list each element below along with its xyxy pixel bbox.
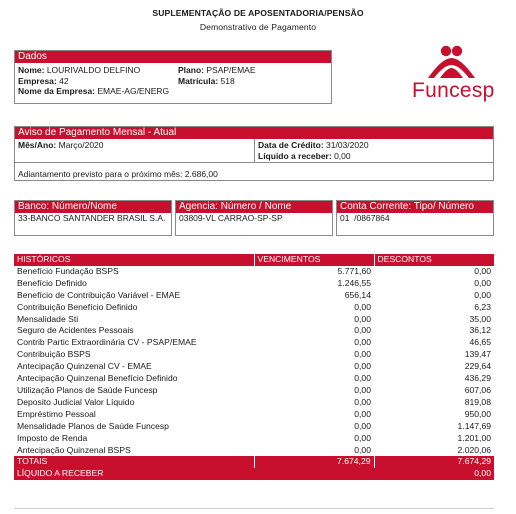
table-row: [14, 337, 494, 349]
funcesp-emblem-icon: [406, 44, 496, 82]
vencimento-cell: 0,00: [354, 408, 371, 419]
agencia-box: [175, 200, 333, 236]
data-credito-label: Data de Crédito:: [258, 140, 324, 150]
desconto-cell: 436,29: [464, 373, 491, 384]
conta-header: Conta Corrente: Tipo/ Número: [337, 201, 493, 213]
table-row: [14, 278, 494, 290]
historico-cell: Contrib Partic Extraordinária CV - PSAP/EMAE: [17, 337, 197, 348]
liquido-value: 0,00: [374, 468, 494, 480]
table-row: [14, 373, 494, 385]
historico-cell: Deposito Judicial Valor Líquido: [17, 396, 135, 407]
mes-ano-label: Mês/Ano:: [18, 140, 57, 150]
historicos-header-row: [14, 254, 494, 266]
nome-empresa-value: EMAE-AG/ENERG: [97, 86, 170, 96]
aviso-section: [14, 126, 494, 181]
bottom-divider: [14, 508, 494, 509]
vencimento-cell: 5.771,60: [337, 265, 371, 276]
liquido-row: [14, 468, 494, 480]
empresa-value: 42: [59, 75, 69, 86]
vencimento-cell: 0,00: [354, 313, 371, 324]
liquido-receber-label: Líquido a receber:: [258, 150, 332, 161]
table-row: [14, 325, 494, 337]
vencimento-cell: 1.246,55: [337, 277, 371, 288]
adiantamento-text: Adiantamento previsto para o próximo mês: 2.686,00: [18, 169, 218, 179]
desconto-cell: 1.201,00: [457, 432, 491, 443]
mes-ano-value: Março/2020: [58, 140, 104, 150]
aviso-section-title: Aviso de Pagamento Mensal - Atual: [15, 127, 493, 139]
historico-cell: Antecipação Quinzenal CV - EMAE: [17, 361, 152, 372]
desconto-cell: 0,00: [474, 265, 491, 276]
desconto-cell: 35,00: [469, 313, 491, 324]
totais-descontos: 7.674,29: [374, 456, 494, 468]
vencimento-cell: 0,00: [354, 373, 371, 384]
historico-cell: Seguro de Acidentes Pessoais: [17, 325, 134, 336]
document-subtitle: Demonstrativo de Pagamento: [199, 22, 317, 32]
totais-row: [14, 456, 494, 468]
liquido-label: LÍQUIDO A RECEBER: [14, 468, 374, 480]
historico-cell: Benefício de Contribuição Variável - EMAE: [17, 289, 181, 300]
data-credito-value: 31/03/2020: [326, 140, 369, 150]
historico-cell: Contribuição BSPS: [17, 349, 91, 360]
vencimento-cell: 0,00: [354, 325, 371, 336]
totais-label: TOTAIS: [14, 456, 254, 468]
conta-value: 01 /0867864: [340, 213, 390, 223]
historico-cell: Mensalidade Planos de Saúde Funcesp: [17, 420, 169, 431]
vencimentos-header: VENCIMENTOS: [254, 254, 374, 266]
descontos-header: DESCONTOS: [374, 254, 494, 266]
historicos-header: HISTÓRICOS: [14, 254, 254, 266]
table-row: [14, 290, 494, 302]
totais-vencimentos: 7.674,29: [254, 456, 374, 468]
table-row: [14, 385, 494, 397]
desconto-cell: 229,64: [464, 361, 491, 372]
vencimento-cell: 0,00: [354, 384, 371, 395]
desconto-cell: 6,23: [474, 301, 491, 312]
vencimento-cell: 0,00: [354, 432, 371, 443]
historico-cell: Utilização Planos de Saúde Funcesp: [17, 384, 158, 395]
desconto-cell: 1.147,69: [457, 420, 491, 431]
vencimento-cell: 0,00: [354, 444, 371, 455]
desconto-cell: 36,12: [469, 325, 491, 336]
dados-section: [14, 50, 332, 104]
matricula-value: 518: [220, 75, 235, 86]
banco-header: Banco: Número/Nome: [15, 201, 171, 213]
desconto-cell: 0,00: [474, 277, 491, 288]
historico-cell: Mensalidade Sti: [17, 313, 79, 324]
historicos-body: [14, 266, 494, 457]
table-row: [14, 361, 494, 373]
historico-cell: Contribuição Benefício Definido: [17, 301, 138, 312]
table-row: [14, 445, 494, 457]
table-row: [14, 314, 494, 326]
desconto-cell: 0,00: [474, 289, 491, 300]
desconto-cell: 819,08: [464, 396, 491, 407]
nome-empresa-label: Nome da Empresa:: [18, 86, 95, 96]
empresa-label: Empresa:: [18, 75, 57, 86]
vencimento-cell: 0,00: [354, 349, 371, 360]
table-row: [14, 397, 494, 409]
dados-section-title: Dados: [15, 51, 331, 63]
agencia-value: 03809-VL CARRAO-SP-SP: [179, 213, 283, 223]
matricula-label: Matrícula:: [178, 75, 219, 86]
agencia-header: Agencia: Número / Nome: [176, 201, 332, 213]
liquido-receber-value: 0,00: [334, 150, 351, 161]
table-row: [14, 302, 494, 314]
desconto-cell: 607,06: [464, 384, 491, 395]
table-row: [14, 349, 494, 361]
banco-box: [14, 200, 172, 236]
funcesp-logo: [406, 44, 496, 104]
desconto-cell: 2.020,06: [457, 444, 491, 455]
plano-value: PSAP/EMAE: [206, 65, 256, 75]
banco-value: 33-BANCO SANTANDER BRASIL S.A.: [18, 213, 166, 223]
funcesp-logo-text: Funcesp: [412, 79, 495, 102]
historico-cell: Antecipação Quinzenal Benefício Definido: [17, 373, 178, 384]
vencimento-cell: 0,00: [354, 301, 371, 312]
vencimento-cell: 0,00: [354, 361, 371, 372]
historicos-table: [14, 254, 494, 480]
historico-cell: Benefício Definido: [17, 277, 87, 288]
plano-label: Plano:: [178, 65, 204, 75]
table-row: [14, 409, 494, 421]
conta-box: [336, 200, 494, 236]
desconto-cell: 139,47: [464, 349, 491, 360]
historico-cell: Empréstimo Pessoal: [17, 408, 96, 419]
vencimento-cell: 0,00: [354, 337, 371, 348]
table-row: [14, 433, 494, 445]
historico-cell: Benefício Fundação BSPS: [17, 265, 119, 276]
table-row: [14, 421, 494, 433]
vencimento-cell: 656,14: [344, 289, 371, 300]
nome-label: Nome:: [18, 65, 45, 75]
desconto-cell: 950,00: [464, 408, 491, 419]
document-title: SUPLEMENTAÇÃO DE APOSENTADORIA/PENSÃO: [152, 8, 364, 18]
vencimento-cell: 0,00: [354, 420, 371, 431]
nome-value: LOURIVALDO DELFINO: [46, 65, 141, 75]
historico-cell: Imposto de Renda: [17, 432, 88, 443]
historico-cell: Antecipação Quinzenal BSPS: [17, 444, 131, 455]
table-row: [14, 266, 494, 278]
desconto-cell: 46,65: [469, 337, 491, 348]
vencimento-cell: 0,00: [354, 396, 371, 407]
